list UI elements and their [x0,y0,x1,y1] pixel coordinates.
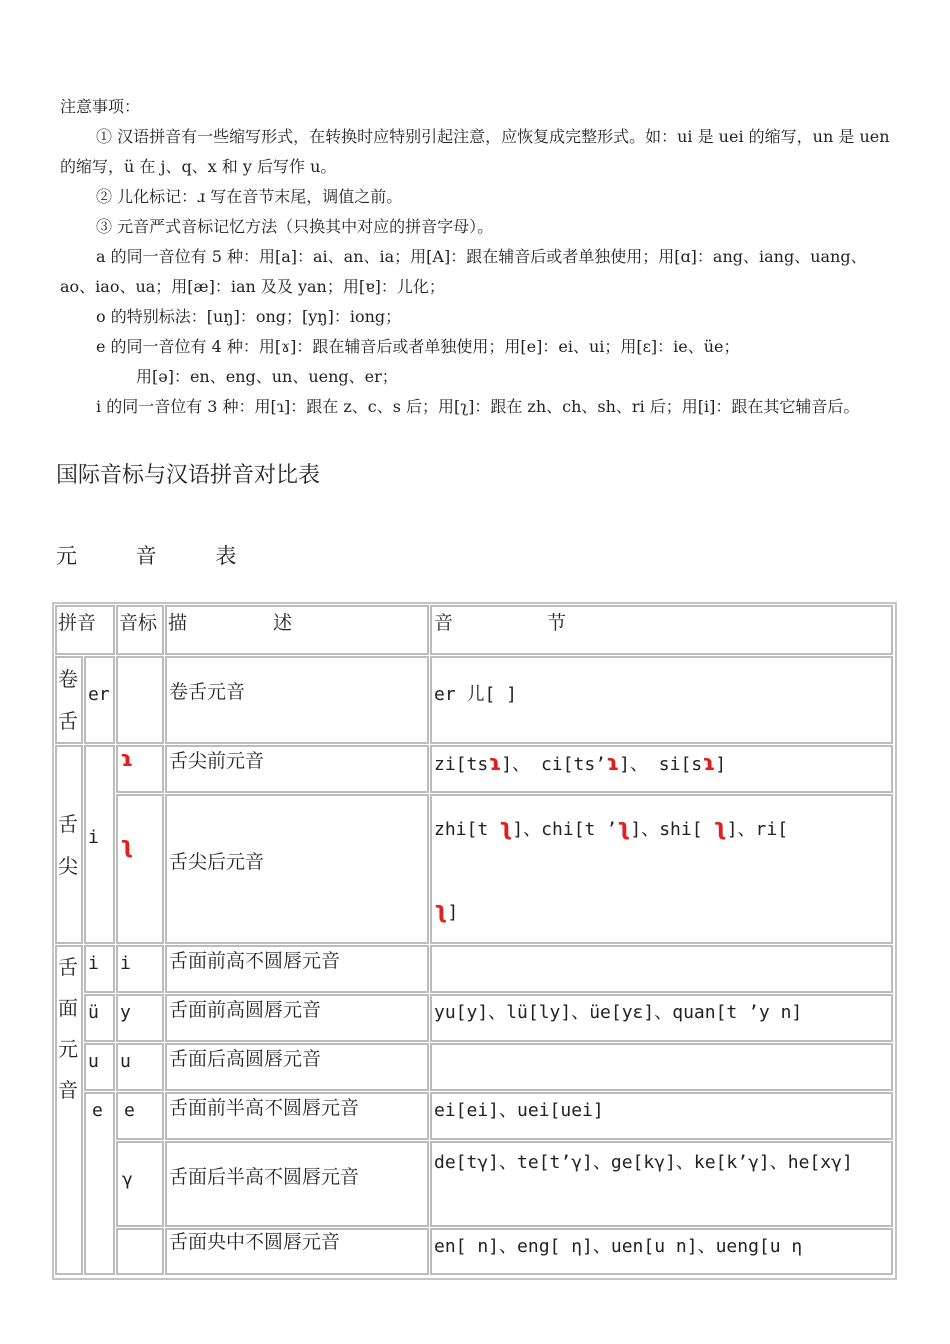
gamma-symbol: γ [116,1141,164,1227]
u-symbol: u [116,1043,164,1091]
group-shemian [55,945,83,1275]
u-umlaut-symbol: y [116,994,164,1042]
er-pinyin: er [84,656,115,744]
i-desc: 舌面前高不圆唇元音 [165,945,429,993]
apical-back-glyph-2: ʅ [617,816,631,841]
i-back-symbol-glyph: ʅ [120,834,134,859]
e-pinyin: e [84,1092,115,1275]
note-a-line: a 的同一音位有 5 种：用[a]：ai、an、ia；用[A]：跟在辅音后或者单独使用；用[ɑ]：ang、iang、uang、ao、iao、ua；用[æ]：ian 及及 yan；用[ɐ]：儿化； [60,247,867,296]
i-front-symbol [116,745,164,793]
i-back-syl-part2: ]、chi[t ’ [512,819,618,840]
header-syllable: 音 节 [430,605,893,655]
apical-front-glyph-3: ɿ [702,751,716,776]
i-back-syl-part4: ]、ri[ [726,819,789,840]
group-shejian-label: 舌尖 [58,812,78,878]
i-back-syllable [430,794,893,944]
i-symbol: i [116,945,164,993]
apical-back-glyph-1: ʅ [499,816,513,841]
i-front-syl-part1: zi[ts [434,754,489,775]
i-back-symbol [116,794,164,944]
i-syllable [430,945,893,993]
er-desc: 卷舌元音 [165,656,429,744]
i-front-symbol-glyph: ɿ [120,747,134,772]
group-juanshe [55,656,83,744]
header-symbol: 音标 [116,605,164,655]
note-e-line2: 用[ə]：en、eng、un、ueng、er； [136,367,398,386]
schwa-symbol [116,1228,164,1275]
gamma-desc: 舌面后半高不圆唇元音 [165,1141,429,1227]
apical-front-glyph-1: ɿ [488,751,502,776]
e-syllable: ei[ei]、uei[uei] [430,1092,893,1140]
e-desc: 舌面前半高不圆唇元音 [165,1092,429,1140]
i-front-syl-part2: ]、 ci[ts’ [501,754,606,775]
group-shejian [55,745,83,944]
u-pinyin: u [84,1043,115,1091]
u-umlaut-desc: 舌面前高圆唇元音 [165,994,429,1042]
i-front-syl-part4: ] [715,754,727,775]
u-umlaut-pinyin: ü [84,994,115,1042]
i-back-desc: 舌尖后元音 [165,794,429,944]
notes-section [60,92,892,422]
table-subtitle: 元 音 表 [56,544,237,568]
i-back-syl-part5: ] [447,902,459,923]
i-back-syllable-line1 [434,818,889,841]
u-syllable [430,1043,893,1091]
er-symbol [116,656,164,744]
schwa-syllable: en[ n]、eng[ η]、uen[u n]、ueng[u η [430,1228,893,1275]
i-front-syllable [430,745,893,793]
i-front-desc: 舌尖前元音 [165,745,429,793]
e-symbol: e [116,1092,164,1140]
i-pinyin-shejian: i [84,745,115,944]
group-juanshe-label: 卷舌 [58,667,78,733]
note-item-3: ③ 元音严式音标记忆方法（只换其中对应的拼音字母）。 [96,217,494,236]
note-item-2: ② 儿化标记：ɹ 写在音节末尾，调值之前。 [96,187,403,206]
page-title: 国际音标与汉语拼音对比表 [56,463,321,488]
apical-back-glyph-4: ʅ [434,899,448,924]
i-back-syl-part1: zhi[t [434,819,500,840]
notes-heading: 注意事项： [60,97,141,116]
gamma-syllable: de[tγ]、te[t’γ]、ge[kγ]、ke[k’γ]、he[xγ] [430,1141,893,1227]
group-shemian-label: 舌面元音 [58,955,78,1102]
note-o-line: o 的特别标法：[uŋ]：ong；[yŋ]：iong； [96,307,402,326]
schwa-desc: 舌面央中不圆唇元音 [165,1228,429,1275]
header-desc: 描 述 [165,605,429,655]
u-desc: 舌面后高圆唇元音 [165,1043,429,1091]
apical-front-glyph-2: ɿ [606,751,620,776]
i-back-syllable-line2 [434,901,889,924]
note-e-line1: e 的同一音位有 4 种：用[ɤ]：跟在辅音后或者单独使用；用[e]：ei、ui；用[ɛ]：ie、üe； [96,337,740,356]
er-syllable: er 儿[ ] [430,656,893,744]
i-back-syl-part3: ]、shi[ [630,819,714,840]
note-i-line: i 的同一音位有 3 种：用[ɿ]：跟在 z、c、s 后；用[ʅ]：跟在 zh、ch、sh、ri 后；用[i]：跟在其它辅音后。 [96,397,860,416]
note-item-1: ① 汉语拼音有一些缩写形式，在转换时应特别引起注意，应恢复成完整形式。如：ui 是 uei 的缩写，un 是 uen 的缩写，ü 在 j、q、x 和 y 后写作 u。 [60,127,890,176]
u-umlaut-syllable: yu[y]、lü[ly]、üe[yε]、quan[t ’y n] [430,994,893,1042]
header-pinyin: 拼音 [55,605,115,655]
i-front-syl-part3: ]、 si[s [619,754,703,775]
apical-back-glyph-3: ʅ [713,816,727,841]
i-pinyin: i [84,945,115,993]
